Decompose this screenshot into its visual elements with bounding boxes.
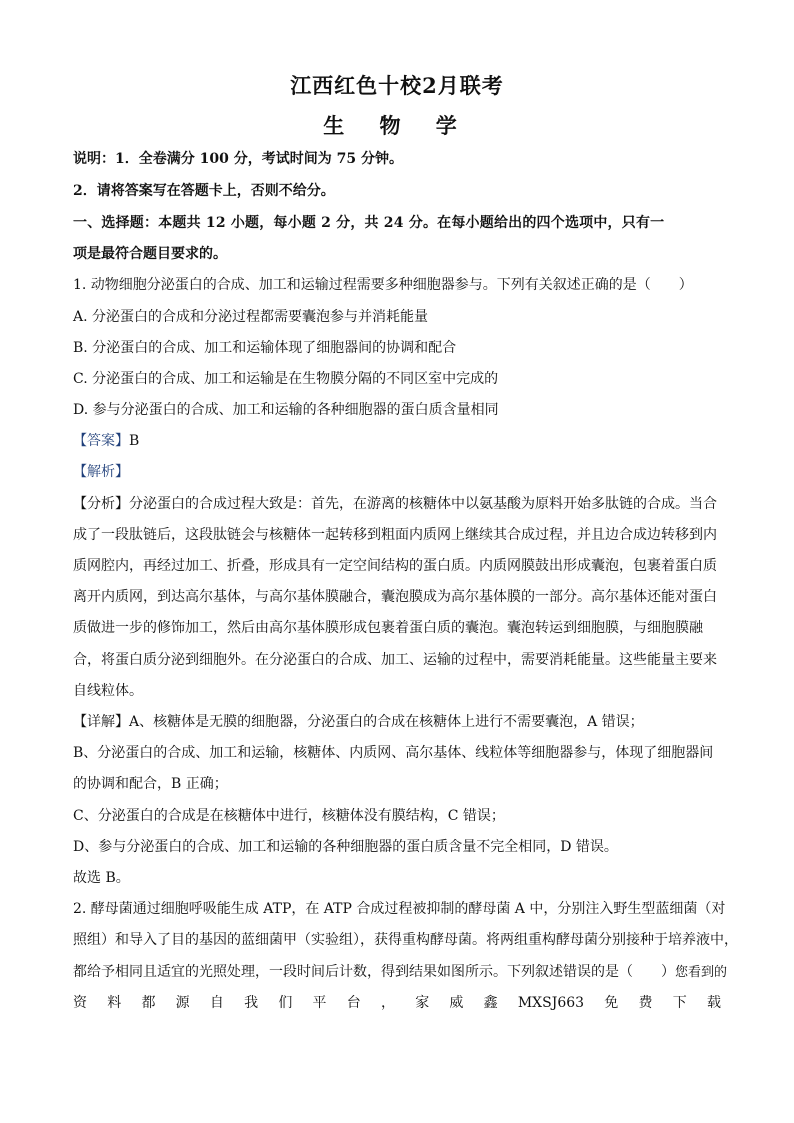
- watermark-char: 家: [415, 995, 430, 1011]
- answer-value: B: [129, 433, 140, 449]
- analysis-line: 自线粒体。: [73, 683, 143, 699]
- detail-line: 故选 B。: [73, 870, 130, 886]
- watermark-char: 源: [175, 995, 190, 1011]
- analysis-line: 质做进一步的修饰加工，然后由高尔基体膜形成包裹着蛋白质的囊泡。囊泡转运到细胞膜，与细胞膜融: [73, 620, 703, 636]
- watermark-char: 资: [73, 995, 87, 1011]
- watermark-char: 载: [706, 995, 721, 1011]
- watermark-code: MXSJ663: [517, 995, 585, 1011]
- analysis-line: 合，将蛋白质分泌到细胞外。在分泌蛋白的合成、加工、运输的过程中，需要消耗能量。这些能量主要来: [73, 652, 717, 668]
- exam-title: 江西红色十校2月联考: [290, 73, 504, 98]
- analysis-line: 【分析】分泌蛋白的合成过程大致是：首先，在游离的核糖体中以氨基酸为原料开始多肽链的合成。当合: [73, 496, 717, 512]
- question-1-option-d: D. 参与分泌蛋白的合成、加工和运输的各种细胞器的蛋白质含量相同: [73, 402, 499, 418]
- subject-title: 生 物 学: [323, 113, 471, 138]
- question-2-line-text: 都给予相同且适宜的光照处理，一段时间后计数，得到结果如图所示。下列叙述错误的是（ ）: [73, 964, 675, 980]
- watermark-char: 我: [244, 995, 259, 1011]
- answer-tag: 【答案】: [73, 433, 129, 449]
- watermark-char: 威: [449, 995, 464, 1011]
- watermark-char: 鑫: [483, 995, 498, 1011]
- watermark-char: 费: [638, 995, 653, 1011]
- question-2-line: 照组）和导入了目的基因的蓝细菌甲（实验组），获得重构酵母菌。将两组重构酵母菌分别接种于培养液中，: [73, 932, 738, 948]
- question-1-option-c: C. 分泌蛋白的合成、加工和运输是在生物膜分隔的不同区室中完成的: [73, 371, 499, 387]
- section-heading-line-1: 一、选择题：本题共 12 小题，每小题 2 分，共 24 分。在每小题给出的四个选项中，只有一: [73, 215, 665, 231]
- watermark-char: 台: [346, 995, 361, 1011]
- detail-line: 的协调和配合，B 正确；: [73, 776, 228, 792]
- detail-line: C、分泌蛋白的合成是在核糖体中进行，核糖体没有膜结构，C 错误；: [73, 808, 505, 824]
- answer-line: [73, 431, 723, 451]
- analysis-line: 质网腔内，再经过加工、折叠，形成具有一定空间结构的蛋白质。内质网膜鼓出形成囊泡，包裹着蛋白质: [73, 558, 717, 574]
- analysis-line: 成了一段肽链后，这段肽链会与核糖体一起转移到粗面内质网上继续其合成过程，并且边合成边转移到内: [73, 527, 717, 543]
- question-2-line: [73, 962, 728, 983]
- watermark-char: 下: [672, 995, 687, 1011]
- question-1-option-a: A. 分泌蛋白的合成和分泌过程都需要囊泡参与并消耗能量: [73, 309, 429, 325]
- watermark-note: 您看到的: [675, 965, 728, 980]
- question-2-line: 2. 酵母菌通过细胞呼吸能生成 ATP，在 ATP 合成过程被抑制的酵母菌 A 中，分别注入野生型蓝细菌（对: [73, 901, 726, 917]
- analysis-tag: 【解析】: [73, 464, 129, 480]
- section-heading-line-2: 项是最符合题目要求的。: [73, 246, 227, 262]
- detail-line: 【详解】A、核糖体是无膜的细胞器，分泌蛋白的合成在核糖体上进行不需要囊泡，A 错误；: [73, 714, 644, 730]
- watermark-char: 料: [107, 995, 122, 1011]
- watermark-line: [73, 993, 721, 1013]
- watermark-char: 们: [278, 995, 293, 1011]
- watermark-char: 免: [604, 995, 619, 1011]
- analysis-line: 离开内质网，到达高尔基体，与高尔基体膜融合，囊泡膜成为高尔基体膜的一部分。高尔基体还能对蛋白: [73, 589, 717, 605]
- question-1-option-b: B. 分泌蛋白的合成、加工和运输体现了细胞器间的协调和配合: [73, 340, 457, 356]
- watermark-char: 平: [312, 995, 327, 1011]
- watermark-char: 自: [209, 995, 224, 1011]
- detail-line: B、分泌蛋白的合成、加工和运输，核糖体、内质网、高尔基体、线粒体等细胞器参与，体现了细胞器间: [73, 745, 714, 761]
- question-1-stem: 1. 动物细胞分泌蛋白的合成、加工和运输过程需要多种细胞器参与。下列有关叙述正确的是（ ）: [73, 277, 693, 293]
- instruction-line-2: 2．请将答案写在答题卡上，否则不给分。: [73, 183, 335, 199]
- watermark-char: 都: [141, 995, 156, 1011]
- watermark-char: ，: [380, 995, 395, 1011]
- detail-line: D、参与分泌蛋白的合成、加工和运输的各种细胞器的蛋白质含量不完全相同，D 错误。: [73, 839, 618, 855]
- instruction-line-1: 说明：1．全卷满分 100 分，考试时间为 75 分钟。: [73, 151, 403, 167]
